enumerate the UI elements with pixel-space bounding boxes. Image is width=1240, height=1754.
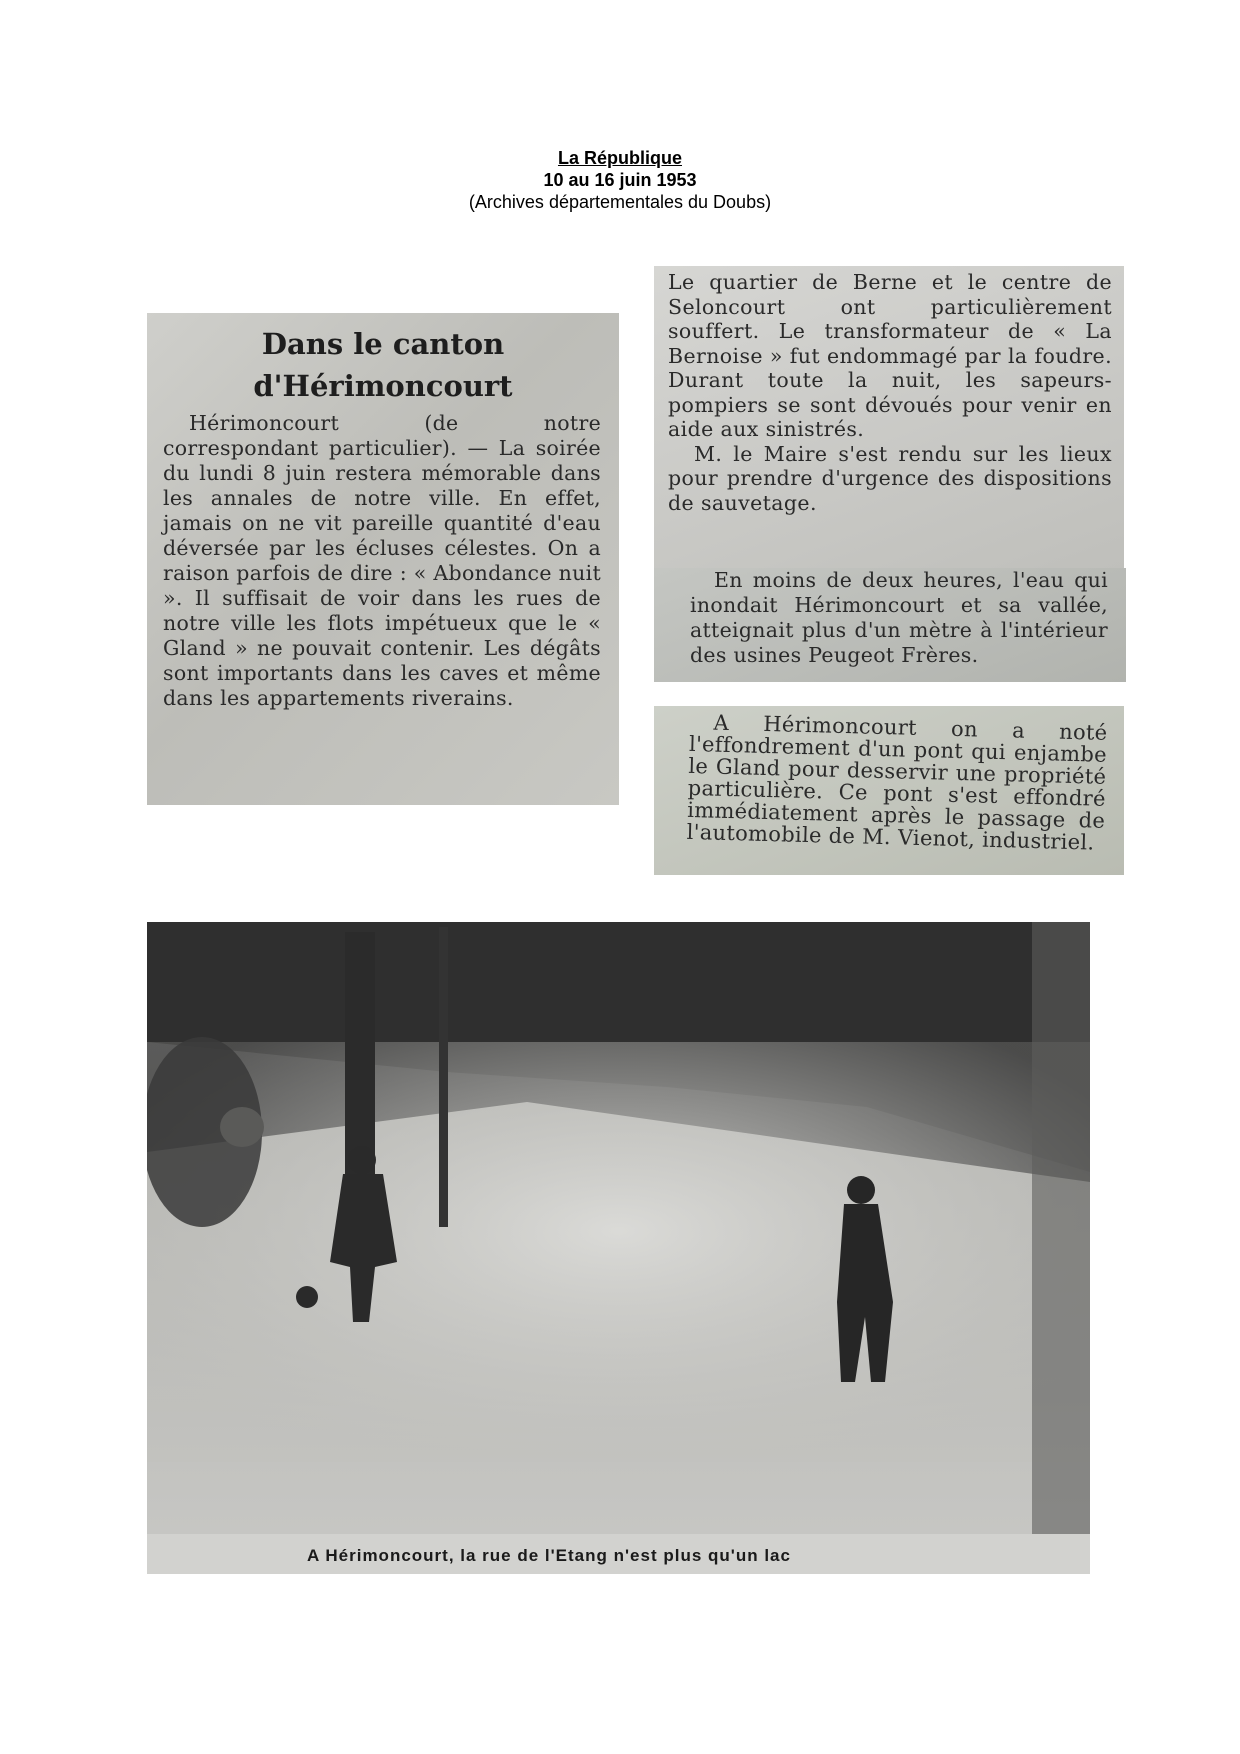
headline-line-2: d'Hérimoncourt (253, 369, 513, 403)
paragraph-berne: Le quartier de Berne et le centre de Seloncourt ont particulièrement souffert. Le transformateur de « La Bernoise » fut endommagé par la foudre. Durant toute la nuit, les sapeurs-pompiers se sont dévoués pour venir en aide aux sinistrés. (668, 270, 1112, 441)
paragraph-pont: A Hérimoncourt on a noté l'effondrement d'un pont qui enjambe le Gland pour desservir une propriété particulière. Ce pont s'est effondré immédiatement après le passage de l'automobile de M. Vienot, industriel. (686, 710, 1108, 855)
sign-post (220, 1107, 264, 1147)
headline-line-1: Dans le canton (261, 327, 505, 361)
page-header (0, 147, 1240, 213)
paragraph-usines: En moins de deux heures, l'eau qui inondait Hérimoncourt et sa vallée, atteignait plus d'un mètre à l'intérieur des usines Peugeot Frères. (690, 568, 1108, 667)
article-intro-text (147, 407, 619, 711)
article-clipping-pont (654, 706, 1124, 875)
paragraph-maire: M. le Maire s'est rendu sur les lieux pour prendre d'urgence des dispositions de sauvetage. (668, 441, 1112, 515)
photo-caption-bar (147, 1534, 1090, 1574)
flood-photo (147, 922, 1090, 1534)
mist-overlay (147, 1042, 1090, 1462)
article-clipping-berne (654, 266, 1124, 569)
article-headline (147, 323, 619, 407)
lamp-post (439, 927, 448, 1227)
newspaper-title: La République (557, 148, 682, 168)
archive-source: (Archives départementales du Doubs) (468, 192, 772, 212)
photo-clipping (147, 922, 1090, 1574)
photo-caption: A Hérimoncourt, la rue de l'Etang n'est plus qu'un lac (307, 1546, 791, 1565)
issue-date: 10 au 16 juin 1953 (543, 170, 697, 190)
article-clipping-usines (654, 568, 1126, 682)
paragraph: Hérimoncourt (de notre correspondant particulier). — La soirée du lundi 8 juin restera mémorable dans les annales de notre ville. En effet, jamais on ne vit pareille quantité d'eau déversée par les écluses célestes. On a raison parfois de dire : « Abondance nuit ». Il suffisait de voir dans les rues de notre ville les flots impétueux que le « Gland » ne pouvait contenir. Les dégâts sont importants dans les caves et même dans les appartements riverains. (163, 411, 601, 710)
article-clipping-main (147, 313, 619, 805)
right-wall (1032, 922, 1090, 1534)
